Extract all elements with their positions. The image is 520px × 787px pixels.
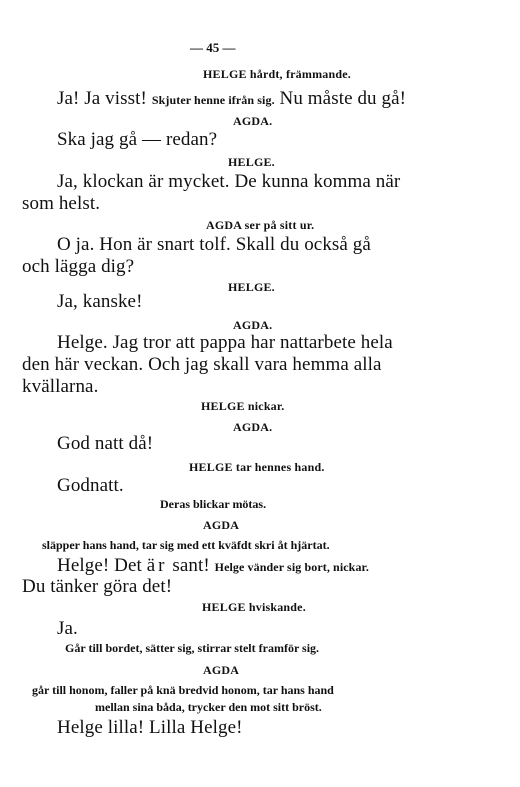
stage-direction: HELGE hårdt, främmande. (203, 67, 351, 81)
inline-stage-direction: Skjuter henne ifrån sig. (151, 93, 275, 107)
inline-stage-direction: Helge vänder sig bort, nickar. (214, 560, 369, 574)
stage-direction: AGDA ser på sitt ur. (206, 218, 315, 232)
dialogue-line: Ja, klockan är mycket. De kunna komma när (57, 171, 401, 192)
dialogue-line: Ska jag gå — redan? (57, 129, 218, 150)
emphasized-word: är (146, 555, 168, 576)
page-number: — 45 — (190, 40, 236, 55)
dialogue-line: O ja. Hon är snart tolf. Skall du också gå (57, 234, 371, 255)
dialogue-line: den här veckan. Och jag skall vara hemma alla (22, 354, 382, 375)
speaker-name: HELGE. (228, 155, 275, 169)
dialogue-line: som helst. (22, 193, 101, 214)
stage-direction: släpper hans hand, tar sig med ett kväfdt skri åt hjärtat. (42, 538, 330, 552)
dialogue-line (57, 556, 369, 575)
dialogue-text: Ja! Ja visst! (57, 88, 152, 109)
dialogue-line: Du tänker göra det! (22, 576, 173, 597)
stage-direction: Går till bordet, sätter sig, stirrar stelt framför sig. (65, 641, 320, 655)
speaker-name: AGDA. (233, 318, 273, 332)
dialogue-text: sant! (167, 555, 215, 576)
speaker-name: AGDA. (233, 114, 273, 128)
dialogue-line: Ja. (57, 618, 78, 639)
speaker-name: AGDA (203, 663, 240, 677)
speaker-name: HELGE. (228, 280, 275, 294)
stage-direction: HELGE hviskande. (202, 600, 306, 614)
stage-direction: HELGE tar hennes hand. (189, 460, 325, 474)
dialogue-line: kvällarna. (22, 376, 99, 397)
dialogue-line: Godnatt. (57, 475, 124, 496)
dialogue-line: och lägga dig? (22, 256, 135, 277)
dialogue-line: Ja, kanske! (57, 291, 143, 312)
stage-direction: HELGE nickar. (201, 399, 285, 413)
speaker-name: AGDA (203, 518, 240, 532)
dialogue-text: Helge! Det (57, 555, 147, 576)
dialogue-line: Helge. Jag tror att pappa har nattarbete hela (57, 332, 393, 353)
stage-direction: mellan sina båda, trycker den mot sitt bröst. (95, 700, 322, 714)
dialogue-line (57, 89, 406, 108)
dialogue-line: Helge lilla! Lilla Helge! (57, 717, 243, 738)
stage-direction: Deras blickar mötas. (160, 497, 267, 511)
stage-direction: går till honom, faller på knä bredvid honom, tar hans hand (32, 683, 334, 697)
dialogue-line: God natt då! (57, 433, 154, 454)
speaker-name: AGDA. (233, 420, 273, 434)
dialogue-text: Nu måste du gå! (274, 88, 407, 109)
